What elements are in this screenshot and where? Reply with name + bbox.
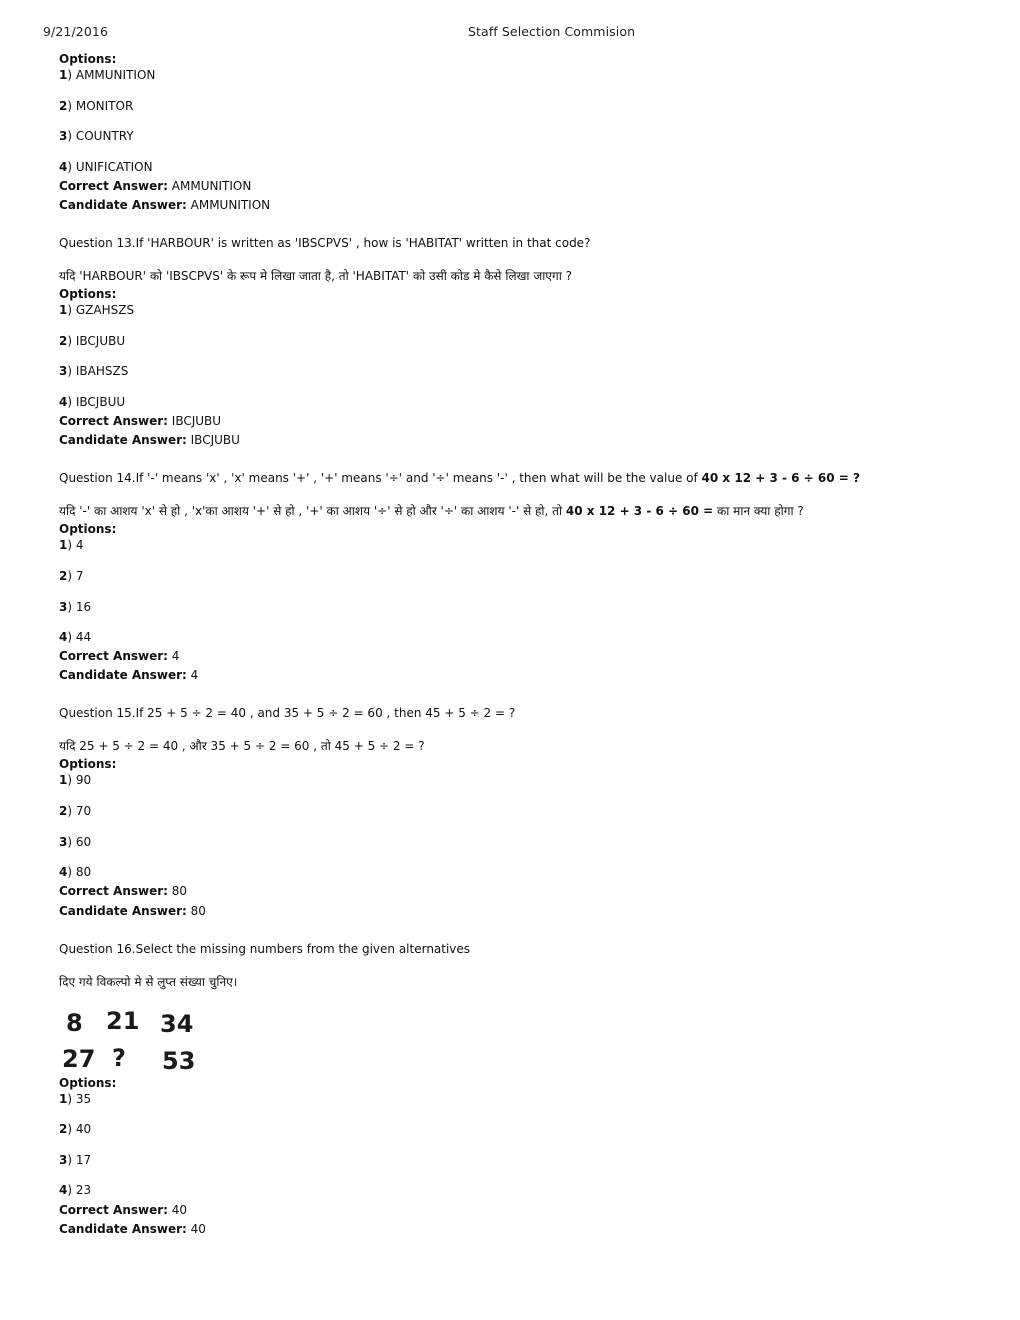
- grid-cell: 34: [160, 1009, 194, 1038]
- option-text: 40: [75, 1122, 92, 1137]
- option-number: 1: [59, 303, 68, 318]
- question-text-hindi: [59, 503, 999, 519]
- candidate-answer: [59, 1221, 999, 1237]
- grid-cell: 53: [162, 1046, 196, 1075]
- option-text: 90: [75, 773, 92, 788]
- option-number: 3: [59, 599, 68, 614]
- option-4: 4) 23: [59, 1183, 92, 1198]
- option-3: 3) COUNTRY: [59, 129, 134, 144]
- correct-answer-label: Correct Answer:: [59, 884, 168, 899]
- option-text: MONITOR: [75, 98, 134, 113]
- option-3: 3) 60: [59, 834, 92, 849]
- hindi-text-post: का मान क्या होगा ?: [717, 504, 804, 519]
- option-number: 4: [59, 865, 68, 880]
- question-text-main: Question 14.If '-' means 'x' , 'x' means '+' , '+' means '÷' and '÷' means '-' , then what will be the value of: [59, 471, 698, 486]
- candidate-answer: [59, 903, 999, 919]
- option-number: 4: [59, 1183, 68, 1198]
- option-text: 44: [75, 630, 92, 645]
- option-3: 3) 16: [59, 599, 92, 614]
- question-16: [59, 941, 999, 1237]
- header-date: 9/21/2016: [43, 24, 108, 39]
- option-2: 2) 40: [59, 1122, 92, 1137]
- document-body: [59, 51, 999, 1244]
- question-text: Question 15.If 25 + 5 ÷ 2 = 40 , and 35 + 5 ÷ 2 = 60 , then 45 + 5 ÷ 2 = ?: [59, 706, 516, 721]
- question-12: [59, 51, 999, 213]
- candidate-answer-label: Candidate Answer:: [59, 198, 187, 213]
- option-2: 2) 70: [59, 804, 92, 819]
- option-number: 1: [59, 773, 68, 788]
- option-4: 4) IBCJBUU: [59, 394, 126, 409]
- correct-answer-value: IBCJUBU: [171, 414, 222, 429]
- option-text: 70: [75, 804, 92, 819]
- candidate-answer-value: 4: [190, 668, 199, 683]
- option-text: 4: [75, 538, 84, 553]
- option-2: 2) 7: [59, 568, 84, 583]
- option-number: 4: [59, 159, 68, 174]
- option-text: IBCJUBU: [75, 333, 126, 348]
- option-text: AMMUNITION: [75, 68, 156, 82]
- options-label: Options:: [59, 1075, 117, 1090]
- correct-answer: [59, 883, 999, 899]
- correct-answer: [59, 648, 999, 664]
- options-label: Options:: [59, 757, 117, 772]
- options-label: Options:: [59, 287, 117, 302]
- candidate-answer-value: 80: [190, 903, 206, 918]
- candidate-answer-label: Candidate Answer:: [59, 668, 187, 683]
- option-number: 2: [59, 98, 68, 113]
- candidate-answer: [59, 432, 999, 448]
- question-text-hindi: यदि 'HARBOUR' को 'IBSCPVS' के रूप मे लिखा जाता है, तो 'HABITAT' को उसी कोड मे कैसे लिखा जाएगा ?: [59, 269, 573, 284]
- option-text: 80: [75, 865, 92, 880]
- option-number: 2: [59, 1122, 68, 1137]
- option-text: GZAHSZS: [75, 303, 135, 318]
- option-2: 2) IBCJUBU: [59, 333, 126, 348]
- correct-answer: [59, 1202, 999, 1218]
- correct-answer: [59, 413, 999, 429]
- option-text: 16: [75, 599, 92, 614]
- option-text: COUNTRY: [75, 129, 134, 144]
- option-number: 4: [59, 630, 68, 645]
- option-number: 1: [59, 538, 68, 553]
- options-label: Options:: [59, 522, 117, 537]
- hindi-text-pre: यदि '-' का आशय 'x' से हो , 'x'का आशय '+' से हो , '+' का आशय '÷' से हो और '÷' का आशय '-' से हो, तो: [59, 504, 563, 519]
- option-number: 4: [59, 394, 68, 409]
- option-4: 4) 80: [59, 865, 92, 880]
- option-text: 60: [75, 834, 92, 849]
- correct-answer-value: 80: [171, 884, 188, 899]
- candidate-answer: [59, 197, 999, 213]
- option-1: 1) 4: [59, 538, 84, 553]
- candidate-answer-value: 40: [190, 1221, 206, 1236]
- option-text: 35: [75, 1091, 92, 1106]
- grid-cell: 21: [106, 1006, 140, 1035]
- option-1: 1) 35: [59, 1091, 92, 1106]
- grid-cell: 27: [62, 1044, 96, 1073]
- correct-answer-value: 4: [171, 649, 180, 664]
- option-number: 1: [59, 68, 68, 82]
- grid-cell: ?: [112, 1043, 126, 1072]
- question-expression: 40 x 12 + 3 - 6 ÷ 60 = ?: [701, 471, 860, 486]
- question-text: Question 16.Select the missing numbers from the given alternatives: [59, 941, 471, 956]
- candidate-answer-label: Candidate Answer:: [59, 903, 187, 918]
- option-number: 2: [59, 333, 68, 348]
- option-text: UNIFICATION: [75, 159, 153, 174]
- option-number: 3: [59, 1152, 68, 1167]
- option-2: 2) MONITOR: [59, 98, 134, 113]
- question-text-hindi: दिए गये विकल्पो मे से लुप्त संख्या चुनिए।: [59, 974, 238, 989]
- candidate-answer-value: AMMUNITION: [190, 198, 271, 213]
- grid-cell: 8: [66, 1008, 83, 1037]
- option-number: 3: [59, 834, 68, 849]
- option-text: IBCJBUU: [75, 394, 126, 409]
- question-13: [59, 235, 999, 448]
- number-grid-image: [64, 1007, 204, 1077]
- correct-answer-label: Correct Answer:: [59, 414, 168, 429]
- options-label: Options:: [59, 52, 117, 66]
- option-3: 3) 17: [59, 1152, 92, 1167]
- correct-answer: [59, 178, 999, 194]
- correct-answer-value: AMMUNITION: [171, 178, 252, 193]
- option-4: 4) UNIFICATION: [59, 159, 153, 174]
- question-15: [59, 705, 999, 918]
- candidate-answer-value: IBCJUBU: [190, 433, 240, 448]
- option-1: 1) AMMUNITION: [59, 68, 156, 82]
- option-number: 3: [59, 364, 68, 379]
- question-text: [59, 470, 999, 486]
- option-3: 3) IBAHSZS: [59, 364, 129, 379]
- option-number: 2: [59, 804, 68, 819]
- question-text-hindi: यदि 25 + 5 ÷ 2 = 40 , और 35 + 5 ÷ 2 = 60 , तो 45 + 5 ÷ 2 = ?: [59, 739, 425, 754]
- option-1: 1) GZAHSZS: [59, 303, 135, 318]
- option-1: 1) 90: [59, 773, 92, 788]
- hindi-expression: 40 x 12 + 3 - 6 ÷ 60 =: [565, 504, 714, 519]
- option-text: 7: [75, 568, 84, 583]
- candidate-answer: [59, 667, 999, 683]
- correct-answer-value: 40: [171, 1202, 188, 1217]
- correct-answer-label: Correct Answer:: [59, 178, 168, 193]
- option-text: 23: [75, 1183, 92, 1198]
- option-4: 4) 44: [59, 630, 92, 645]
- correct-answer-label: Correct Answer:: [59, 649, 168, 664]
- question-text: Question 13.If 'HARBOUR' is written as 'IBSCPVS' , how is 'HABITAT' written in that code?: [59, 236, 591, 251]
- header-title: Staff Selection Commision: [468, 24, 636, 39]
- option-text: 17: [75, 1152, 92, 1167]
- candidate-answer-label: Candidate Answer:: [59, 1221, 187, 1236]
- option-number: 1: [59, 1091, 68, 1106]
- option-number: 2: [59, 568, 68, 583]
- option-number: 3: [59, 129, 68, 144]
- question-14: [59, 470, 999, 683]
- option-text: IBAHSZS: [75, 364, 129, 379]
- candidate-answer-label: Candidate Answer:: [59, 433, 187, 448]
- correct-answer-label: Correct Answer:: [59, 1202, 168, 1217]
